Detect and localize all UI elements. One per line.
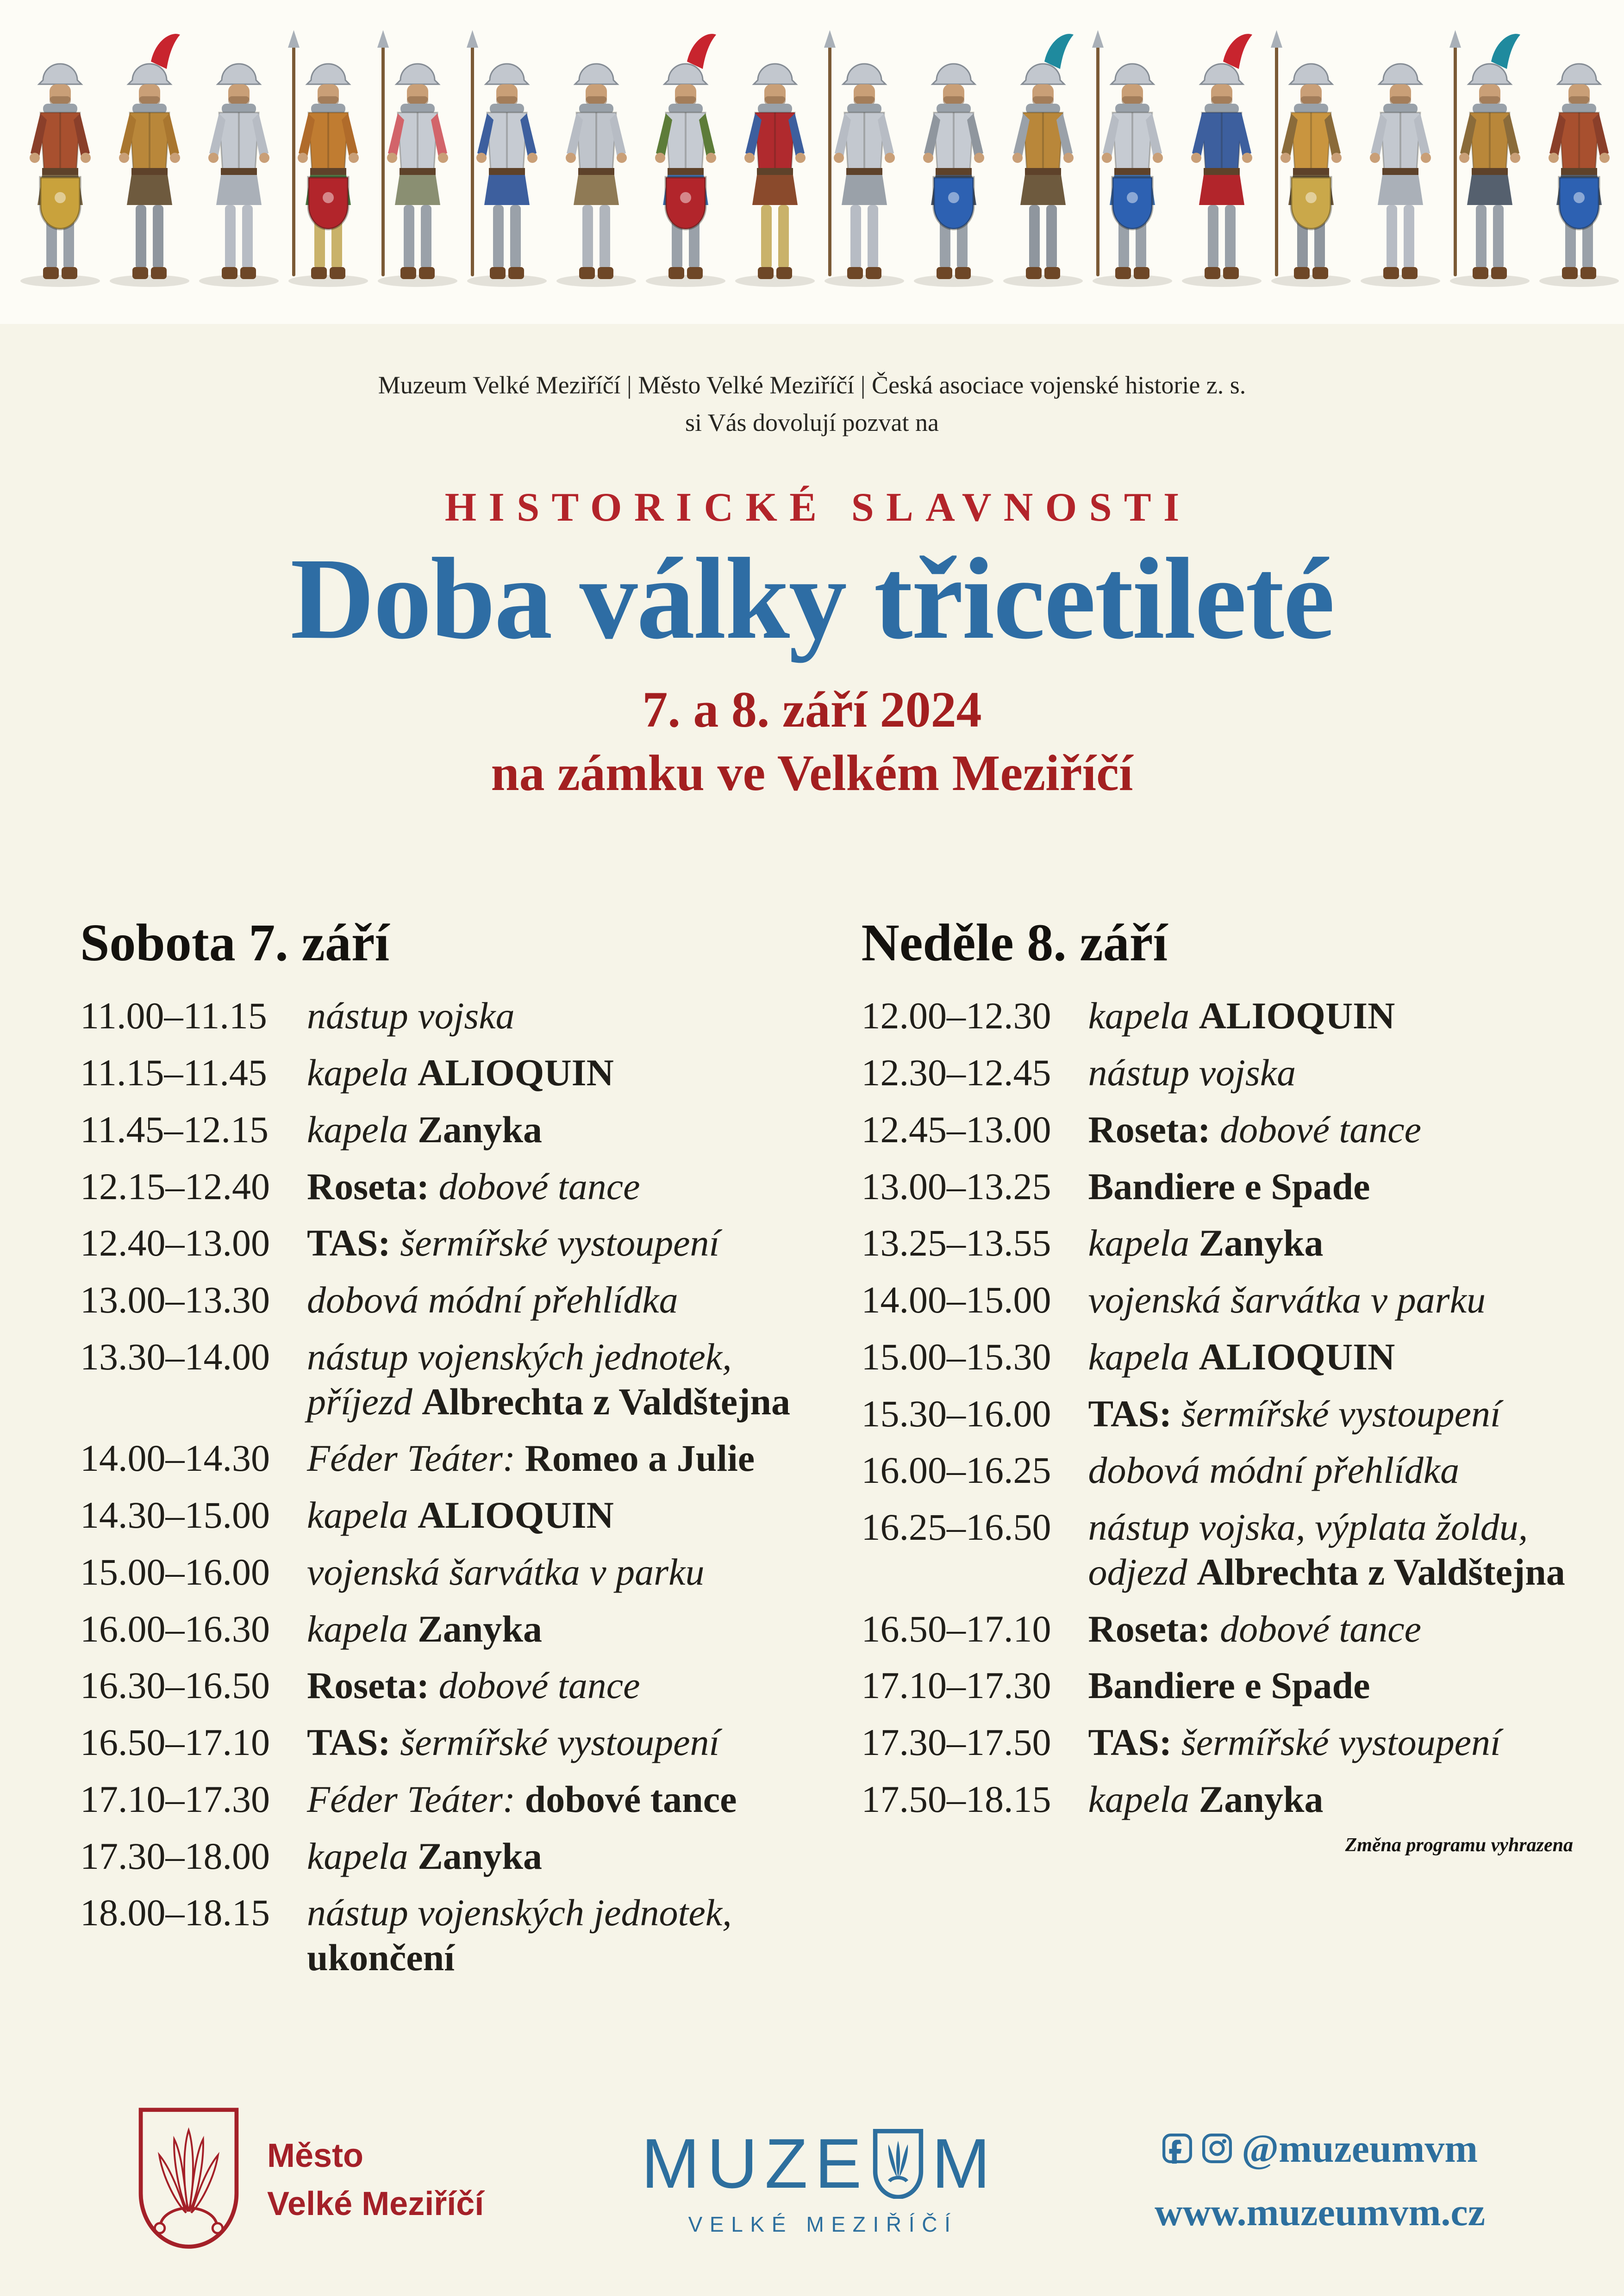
event-description: nástup vojenských jednotek, ukončení <box>307 1892 732 1979</box>
event-time: 15.30–16.00 <box>861 1392 1051 1435</box>
event-time: 17.30–18.00 <box>80 1835 270 1877</box>
schedule-row <box>862 1777 1574 1822</box>
city-shield-emblem-icon <box>134 2105 243 2254</box>
event-time: 18.00–18.15 <box>80 1892 270 1934</box>
schedule-row <box>862 1278 1574 1323</box>
schedule-row <box>80 1051 792 1095</box>
sunday-heading: Neděle 8. září <box>861 913 1168 972</box>
event-description: TAS: šermířské vystoupení <box>307 1721 720 1764</box>
event-description: Roseta: dobové tance <box>307 1165 640 1207</box>
event-time: 12.00–12.30 <box>861 995 1051 1037</box>
event-time: 14.00–14.30 <box>80 1437 270 1480</box>
event-time: 12.45–13.00 <box>861 1108 1051 1151</box>
instagram-icon <box>1202 2133 1232 2164</box>
event-description: dobová módní přehlídka <box>307 1279 678 1321</box>
program-change-note: Změna programu vyhrazena <box>1345 1834 1573 1856</box>
contact-block <box>1155 2125 1485 2235</box>
event-time: 13.30–14.00 <box>80 1335 270 1378</box>
event-description: vojenská šarvátka v parku <box>307 1550 705 1593</box>
city-logo-text <box>267 2132 484 2228</box>
event-time: 11.00–11.15 <box>80 995 267 1037</box>
event-time: 11.45–12.15 <box>80 1108 269 1151</box>
invitation-block <box>0 367 1624 442</box>
schedule-row <box>80 1777 792 1822</box>
event-description: kapela ALIOQUIN <box>307 1494 614 1537</box>
sunday-column <box>862 914 1574 1992</box>
event-time: 17.50–18.15 <box>861 1778 1051 1820</box>
event-description: Roseta: dobové tance <box>1088 1607 1422 1650</box>
event-description: nástup vojska <box>1088 1052 1296 1094</box>
museum-wordmark <box>641 2123 997 2204</box>
event-description: Féder Teáter: Romeo a Julie <box>307 1437 755 1480</box>
schedule-row <box>80 1891 792 1980</box>
schedule-row <box>862 1221 1574 1266</box>
event-time: 16.00–16.25 <box>861 1449 1051 1492</box>
schedule-row <box>80 1436 792 1481</box>
schedule-row <box>80 1607 792 1652</box>
event-time: 16.50–17.10 <box>861 1607 1051 1650</box>
event-description: TAS: šermířské vystoupení <box>1088 1392 1501 1435</box>
city-name-line1: Město <box>267 2137 364 2174</box>
event-description: Féder Teáter: dobové tance <box>307 1778 737 1820</box>
schedule-row <box>80 1550 792 1595</box>
event-time: 16.00–16.30 <box>80 1607 270 1650</box>
event-time: 13.00–13.25 <box>861 1165 1051 1207</box>
schedule-row <box>862 1335 1574 1380</box>
event-description: kapela Zanyka <box>1088 1222 1324 1264</box>
invitation-line: si Vás dovolují pozvat na <box>685 409 939 436</box>
event-description: Roseta: dobové tance <box>1088 1108 1422 1151</box>
event-description: vojenská šarvátka v parku <box>1088 1279 1486 1321</box>
soldiers-banner-illustration <box>0 0 1624 324</box>
schedule-row <box>862 1663 1574 1708</box>
schedule-row <box>862 994 1574 1039</box>
city-logo <box>134 2105 484 2254</box>
event-time: 16.50–17.10 <box>80 1721 270 1764</box>
event-venue: na zámku ve Velkém Meziříčí <box>491 745 1133 802</box>
schedule-row <box>80 1720 792 1765</box>
saturday-column <box>80 914 792 1992</box>
event-description: Bandiere e Spade <box>1088 1165 1370 1207</box>
event-description: kapela ALIOQUIN <box>1088 1335 1395 1378</box>
schedule-row <box>80 1221 792 1266</box>
event-description: kapela Zanyka <box>1088 1778 1324 1820</box>
museum-word-start: MUZE <box>641 2124 869 2203</box>
event-description: kapela Zanyka <box>307 1108 542 1151</box>
soldiers-row-image <box>0 0 1624 324</box>
event-description: TAS: šermířské vystoupení <box>1088 1721 1501 1764</box>
event-time: 13.25–13.55 <box>861 1222 1051 1264</box>
organizers-line: Muzeum Velké Meziříčí | Město Velké Meziříčí | Česká asociace vojenské historie z. s. <box>378 371 1246 399</box>
museum-word-end: M <box>931 2124 998 2203</box>
schedule-row <box>862 1108 1574 1152</box>
schedule <box>80 914 1573 1992</box>
schedule-row <box>80 994 792 1039</box>
saturday-heading: Sobota 7. září <box>80 913 390 972</box>
schedule-row <box>80 1108 792 1152</box>
event-time: 16.25–16.50 <box>861 1506 1051 1549</box>
schedule-row <box>80 1278 792 1323</box>
event-description: dobová módní přehlídka <box>1088 1449 1460 1492</box>
event-description: kapela Zanyka <box>307 1835 542 1877</box>
event-description: nástup vojska <box>307 995 515 1037</box>
event-time: 17.10–17.30 <box>80 1778 270 1820</box>
schedule-row <box>862 1051 1574 1095</box>
schedule-row <box>80 1164 792 1209</box>
event-description: kapela Zanyka <box>307 1607 542 1650</box>
schedule-row <box>862 1720 1574 1765</box>
schedule-row <box>80 1493 792 1538</box>
event-time: 13.00–13.30 <box>80 1279 270 1321</box>
event-time: 17.30–17.50 <box>861 1721 1051 1764</box>
event-time: 15.00–16.00 <box>80 1550 270 1593</box>
website-url: www.muzeumvm.cz <box>1155 2190 1485 2234</box>
schedule-row <box>862 1505 1574 1595</box>
event-time: 14.00–15.00 <box>861 1279 1051 1321</box>
schedule-row <box>862 1392 1574 1437</box>
schedule-row <box>80 1335 792 1425</box>
city-name-line2: Velké Meziříčí <box>267 2185 484 2222</box>
museum-subtitle: VELKÉ MEZIŘÍČÍ <box>688 2212 958 2236</box>
event-time: 17.10–17.30 <box>861 1664 1051 1707</box>
event-description: kapela ALIOQUIN <box>307 1052 614 1094</box>
saturday-rows <box>80 994 792 1980</box>
social-row <box>1162 2125 1478 2172</box>
event-description: nástup vojenských jednotek, příjezd Albrechta z Valdštejna <box>307 1335 791 1423</box>
schedule-row <box>80 1834 792 1879</box>
event-time: 12.40–13.00 <box>80 1222 270 1264</box>
event-time: 12.15–12.40 <box>80 1165 270 1207</box>
schedule-row <box>862 1164 1574 1209</box>
event-date: 7. a 8. září 2024 <box>642 681 982 738</box>
museum-shield-emblem-icon <box>871 2128 925 2199</box>
event-description: Roseta: dobové tance <box>307 1664 640 1707</box>
schedule-row <box>80 1663 792 1708</box>
event-kicker: HISTORICKÉ SLAVNOSTI <box>444 485 1192 530</box>
event-time: 16.30–16.50 <box>80 1664 270 1707</box>
event-time: 11.15–11.45 <box>80 1052 267 1094</box>
event-description: TAS: šermířské vystoupení <box>307 1222 720 1264</box>
event-description: nástup vojska, výplata žoldu, odjezd Albrechta z Valdštejna <box>1088 1506 1565 1593</box>
event-time: 12.30–12.45 <box>861 1052 1051 1094</box>
event-description: Bandiere e Spade <box>1088 1664 1370 1707</box>
schedule-row <box>862 1607 1574 1652</box>
facebook-icon <box>1162 2133 1193 2164</box>
event-time: 15.00–15.30 <box>861 1335 1051 1378</box>
event-time: 14.30–15.00 <box>80 1494 270 1537</box>
social-handle: @muzeumvm <box>1242 2126 1478 2171</box>
museum-logo <box>641 2123 997 2237</box>
event-description: kapela ALIOQUIN <box>1088 995 1395 1037</box>
sunday-rows <box>862 994 1574 1822</box>
event-title: Doba války třicetileté <box>290 534 1334 663</box>
footer <box>0 2101 1624 2259</box>
schedule-row <box>862 1448 1574 1493</box>
